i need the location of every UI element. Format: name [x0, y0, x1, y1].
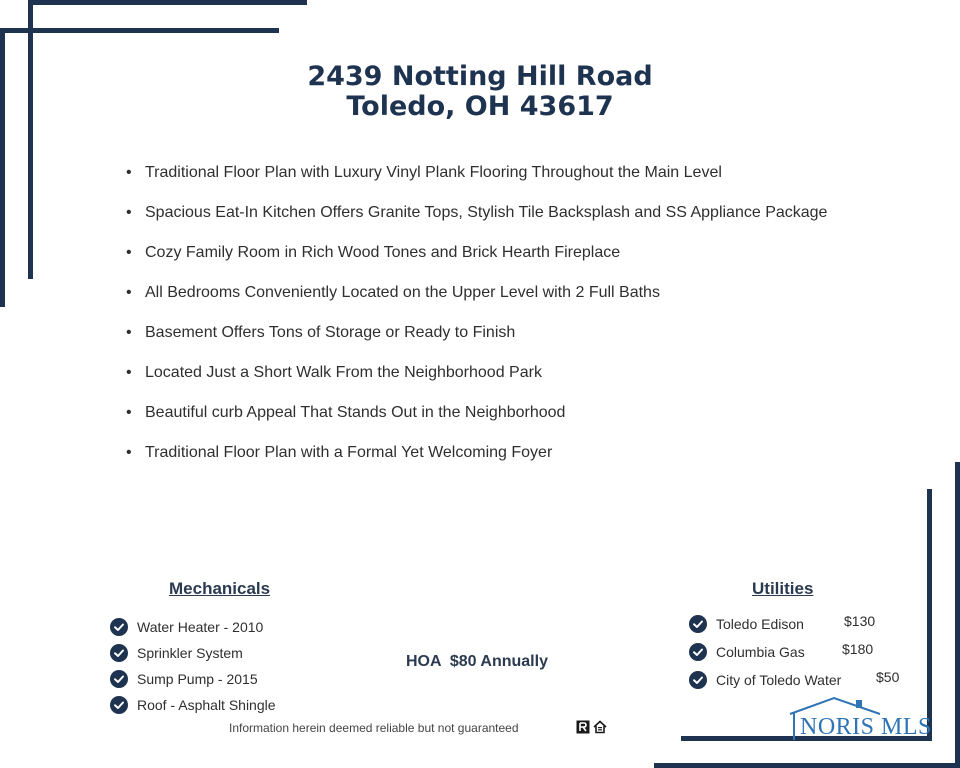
- feature-item: • Beautiful curb Appeal That Stands Out in the Neighborhood: [126, 400, 827, 440]
- mechanicals-heading: Mechanicals: [169, 579, 271, 598]
- check-circle-icon: [110, 644, 128, 662]
- check-circle-icon: [689, 643, 707, 661]
- feature-item: • All Bedrooms Conveniently Located on the Upper Level with 2 Full Baths: [126, 280, 827, 320]
- page-title: [0, 62, 960, 122]
- utility-amount: $130: [844, 613, 876, 629]
- check-circle-icon: [689, 615, 707, 633]
- mechanicals-list: [110, 614, 276, 718]
- feature-item: • Traditional Floor Plan with a Formal Yet Welcoming Foyer: [126, 440, 827, 480]
- corner-line-top-inner: [0, 28, 279, 33]
- mechanical-label: Sump Pump - 2015: [137, 671, 258, 687]
- realtor-icon: [576, 720, 590, 734]
- utilities-list: [689, 611, 841, 693]
- utility-item: [689, 611, 841, 637]
- disclaimer-text: Information herein deemed reliable but not guaranteed: [229, 721, 519, 735]
- utilities-heading: Utilities: [752, 579, 814, 598]
- utility-amount: $180: [842, 641, 874, 657]
- utility-name: City of Toledo Water: [716, 672, 842, 688]
- mechanical-label: Sprinkler System: [137, 645, 243, 661]
- mechanical-label: Water Heater - 2010: [137, 619, 264, 635]
- mechanical-label: Roof - Asphalt Shingle: [137, 697, 276, 713]
- address-line-1: 2439 Notting Hill Road: [307, 61, 653, 92]
- mechanical-item: [110, 614, 276, 640]
- hoa-fee: HOA $80 Annually: [406, 653, 548, 670]
- utility-item: [689, 639, 841, 665]
- feature-item: • Located Just a Short Walk From the Neighborhood Park: [126, 360, 827, 400]
- feature-item: • Spacious Eat-In Kitchen Offers Granite Tops, Stylish Tile Backsplash and SS Appliance Package: [126, 200, 827, 240]
- utility-name: Columbia Gas: [716, 644, 805, 660]
- feature-item: • Cozy Family Room in Rich Wood Tones and Brick Hearth Fireplace: [126, 240, 827, 280]
- check-circle-icon: [110, 618, 128, 636]
- corner-line-bottom-outer: [654, 763, 960, 768]
- compliance-icons: [576, 720, 607, 734]
- utility-amount: $50: [876, 669, 900, 685]
- check-circle-icon: [689, 671, 707, 689]
- equal-housing-icon: [593, 720, 607, 734]
- mechanical-item: [110, 640, 276, 666]
- corner-line-right-outer: [955, 462, 960, 768]
- feature-list: [126, 160, 827, 480]
- check-circle-icon: [110, 696, 128, 714]
- corner-line-left-outer: [28, 0, 33, 279]
- check-circle-icon: [110, 670, 128, 688]
- mechanical-item: [110, 692, 276, 718]
- mechanical-item: [110, 666, 276, 692]
- corner-line-top-outer: [28, 0, 307, 5]
- feature-item: • Basement Offers Tons of Storage or Ready to Finish: [126, 320, 827, 360]
- logo-text: NORIS MLS: [800, 714, 932, 740]
- utility-name: Toledo Edison: [716, 616, 804, 632]
- utility-item: [689, 667, 841, 693]
- address-line-2: Toledo, OH 43617: [346, 91, 614, 122]
- noris-mls-logo: [788, 696, 948, 744]
- feature-item: • Traditional Floor Plan with Luxury Vinyl Plank Flooring Throughout the Main Level: [126, 160, 827, 200]
